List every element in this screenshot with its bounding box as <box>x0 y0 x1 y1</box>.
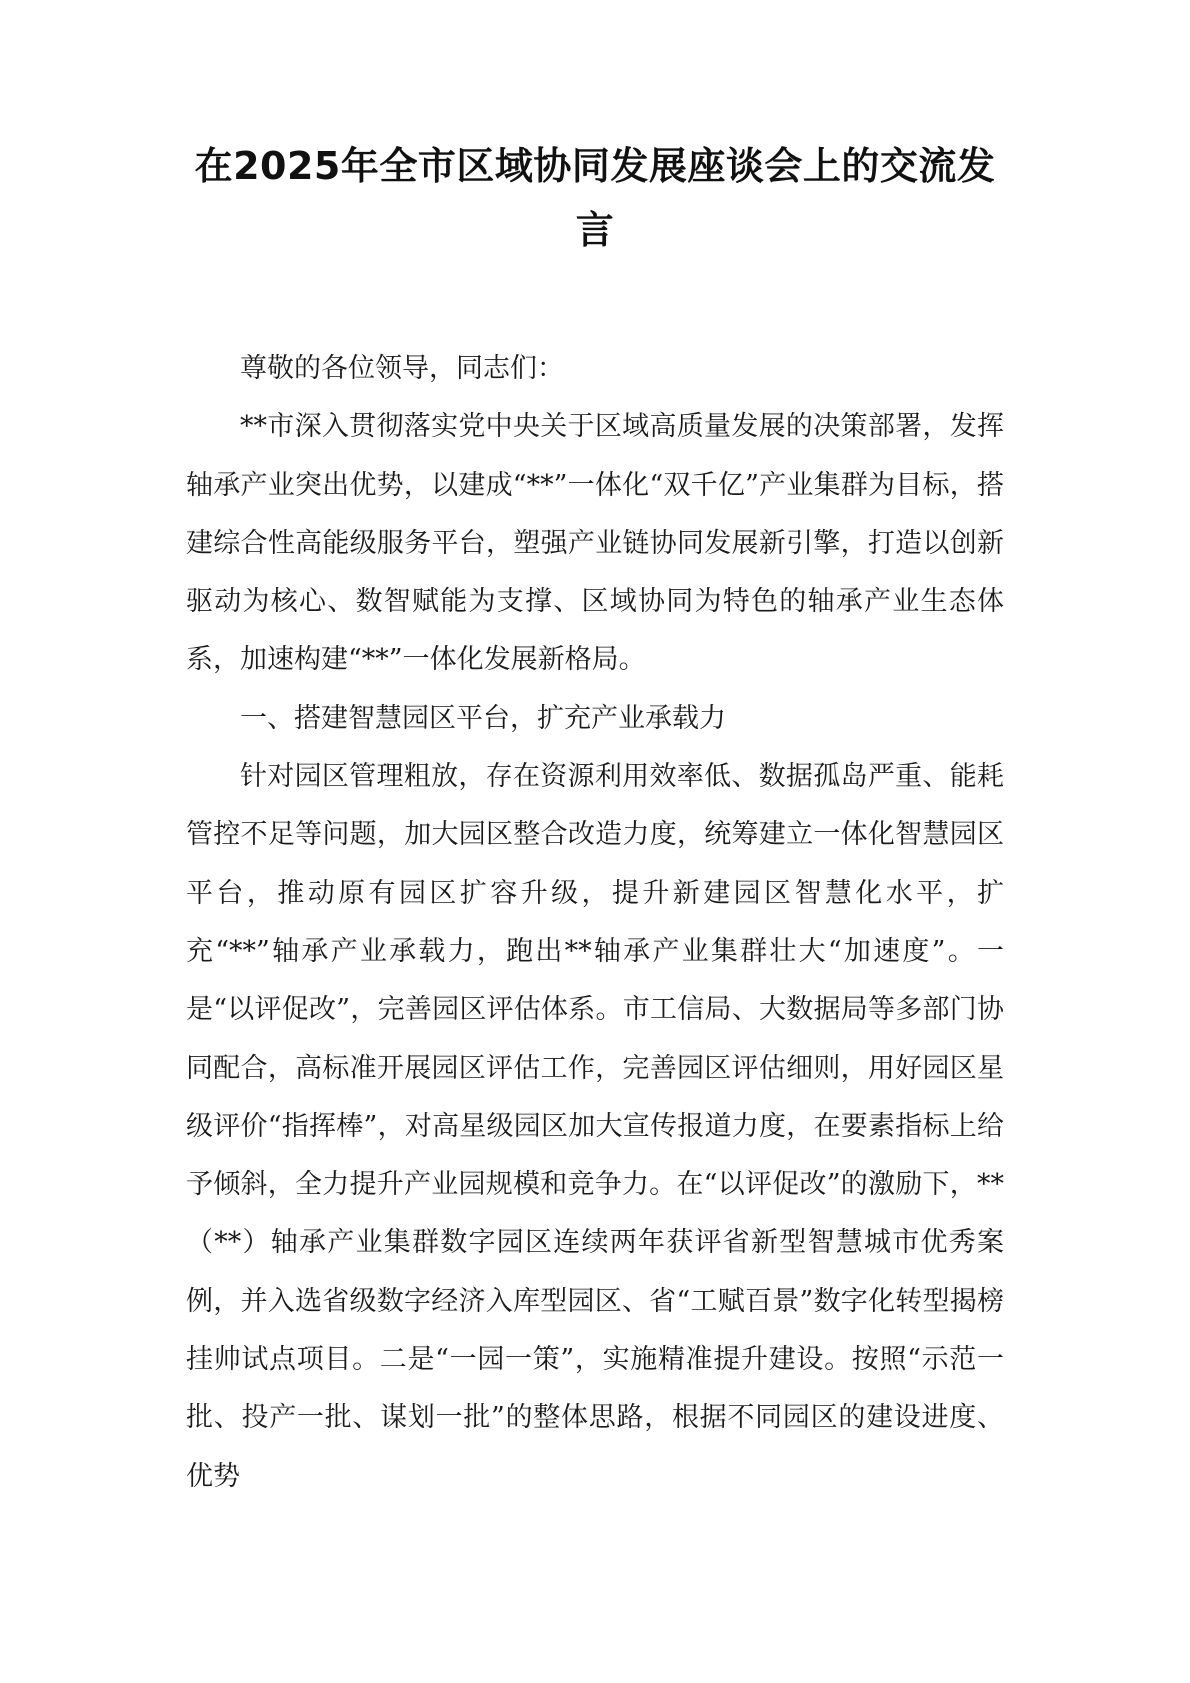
intro-paragraph: **市深入贯彻落实党中央关于区域高质量发展的决策部署，发挥轴承产业突出优势，以建成“**”一体化“双千亿”产业集群为目标，搭建综合性高能级服务平台，塑强产业链协同发展新引擎，打造以创新驱动为核心、数智赋能为支撑、区域协同为特色的轴承产业生态体系，加速构建“**”一体化发展新格局。 <box>186 411 1004 676</box>
salutation: 尊敬的各位领导，同志们： <box>240 353 564 384</box>
document-title: 在2025年全市区域协同发展座谈会上的交流发言 <box>194 144 996 252</box>
section-heading-1: 一、搭建智慧园区平台，扩充产业承载力 <box>240 702 726 734</box>
section-1-paragraph: 针对园区管理粗放，存在资源利用效率低、数据孤岛严重、能耗管控不足等问题，加大园区整合改造力度，统筹建立一体化智慧园区平台，推动原有园区扩容升级，提升新建园区智慧化水平，扩充“**”轴承产业承载力，跑出**轴承产业集群壮大“加速度”。一是“以评促改”，完善园区评估体系。市工信局、大数据局等多部门协同配合，高标准开展园区评估工作，完善园区评估细则，用好园区星级评价“指挥棒”，对高星级园区加大宣传报道力度，在要素指标上给予倾斜，全力提升产业园规模和竞争力。在“以评促改”的激励下，**（**）轴承产业集群数字园区连续两年获评省新型智慧城市优秀案例，并入选省级数字经济入库型园区、省“工赋百景”数字化转型揭榜挂帅试点项目。二是“一园一策”，实施精准提升建设。按照“示范一批、投产一批、谋划一批”的整体思路，根据不同园区的建设进度、优势 <box>186 761 1004 1492</box>
document-body <box>186 340 1004 1506</box>
